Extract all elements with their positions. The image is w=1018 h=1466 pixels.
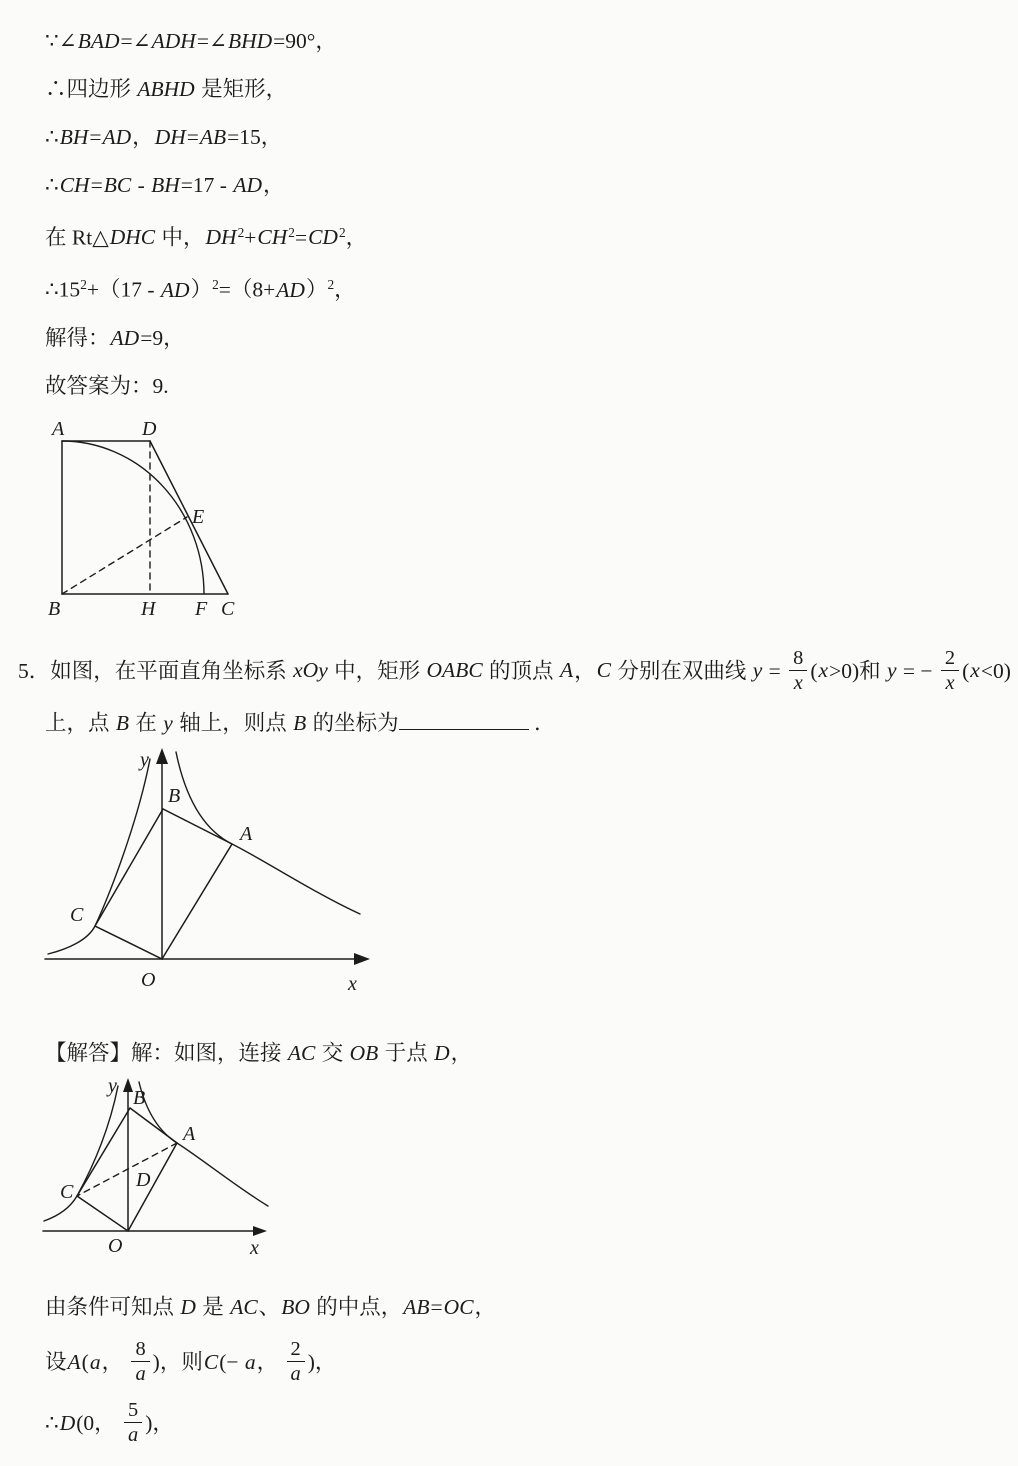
x-axis-arrow-icon [354,953,370,965]
solution-line-1: 由条件可知点 D 是 AC、BO 的中点，AB=OC， [45,1294,497,1319]
proof-line-2: ∴四边形 ABHD 是矩形， [45,77,288,101]
figure-rectangle-arc-diagram [40,419,252,621]
solution-heading: 【解答】解：如图，连接 AC 交 OB 于点 D， [45,1040,473,1065]
axis-label-y: y [108,1075,117,1097]
fraction: $\frac{8}{x}$ [789,647,807,694]
point-label-b: B [48,597,61,620]
point-label-c: C [221,597,235,620]
axis-label-y: y [140,748,149,771]
point-label-h: H [141,597,156,620]
proof-line-3: ∴BH=AD，DH=AB=15， [45,125,283,149]
point-label-d: D [136,1168,151,1191]
hyperbola-right-branch [139,1082,268,1206]
rectangle-oabc [95,809,232,959]
proof-line-6: $\therefore 15^2+(17 - AD)^2=(8+AD)^2$， [45,277,356,302]
figure-hyperbola-main [40,746,380,1014]
hyperbola-left-branch [44,1086,118,1221]
point-label-a: A [183,1122,196,1145]
point-label-b: B [168,784,181,807]
edge-dc [150,441,228,594]
dashed-be [62,517,187,594]
point-label-a: A [240,822,253,845]
x-axis-arrow-icon [253,1226,267,1236]
point-label-d: D [142,418,157,440]
proof-line-5: 在 Rt△DHC 中，$DH^2+CH^2=CD^2$， [45,225,368,250]
proof-line-7: 解得：AD=9， [45,325,185,350]
solution-line-2: 设A(a， $\frac{8}{a}$ )，则C(− a， $\frac{2}{a}$ )， [45,1337,337,1385]
point-label-b: B [133,1086,146,1109]
point-label-a: A [52,418,65,440]
proof-line-1: ∵∠BAD=∠ADH=∠BHD=90°， [45,29,337,53]
arc-a-to-f [62,441,204,594]
y-axis-arrow-icon [156,748,168,764]
fraction: $\frac{2}{x}$ [941,647,959,694]
origin-label-o: O [141,968,156,991]
proof-line-4: ∴CH=BC - BH=17 - AD， [45,173,285,197]
point-label-f: F [195,597,208,620]
figure-hyperbola-solution [40,1076,280,1268]
point-label-c: C [60,1180,74,1203]
fraction: $\frac{2}{a}$ [287,1338,305,1385]
answer-blank [399,708,529,730]
fraction: $\frac{5}{a}$ [124,1399,142,1446]
point-label-e: E [192,505,205,528]
problem5-statement-line1: 5．如图，在平面直角坐标系 xOy 中，矩形 OABC 的顶点 A，C 分别在双曲线 y = $\frac{8}{x}$ (x>0)和 y = − $\frac{2}{x}$ (x<0) [18,646,1011,694]
point-label-c: C [70,903,84,926]
origin-label-o: O [108,1234,123,1257]
y-axis-arrow-icon [123,1078,133,1092]
proof-line-8: 故答案为：9. [45,373,169,398]
problem5-statement-line2: 上，点 B 在 y 轴上，则点 B 的坐标为 ． [45,708,1008,738]
axis-label-x: x [348,972,357,995]
axis-label-x: x [250,1236,259,1259]
solution-line-3: ∴D(0， $\frac{5}{a}$ )， [45,1398,174,1446]
fraction: $\frac{8}{a}$ [131,1338,149,1385]
